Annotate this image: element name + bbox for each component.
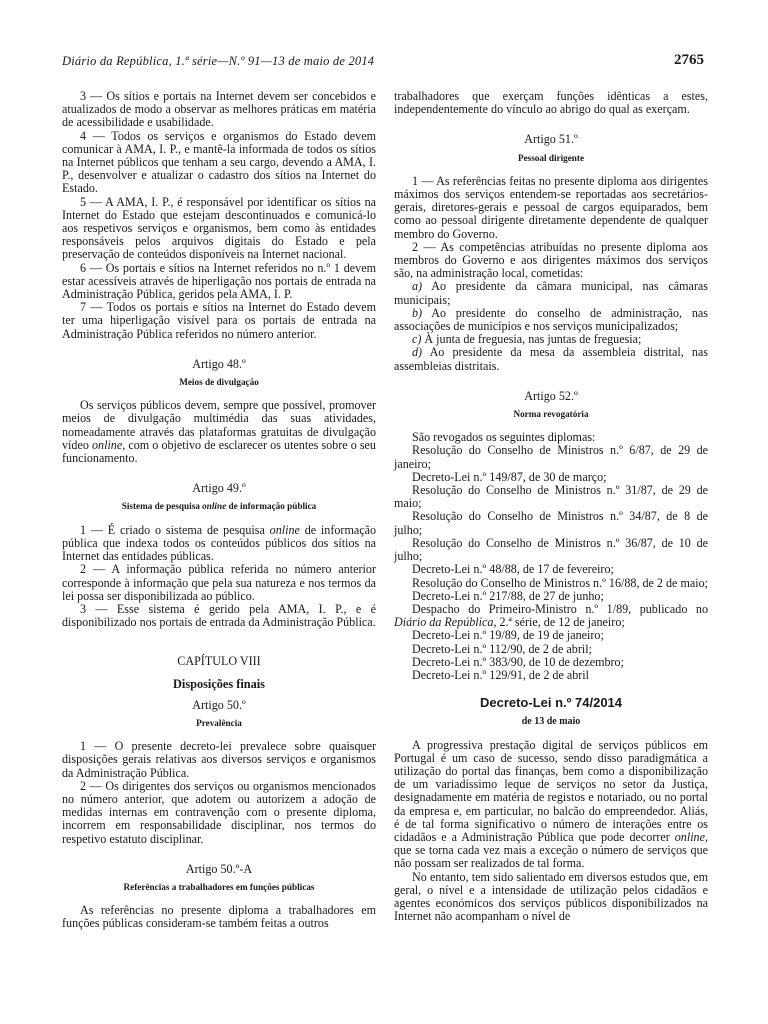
page-number: 2765 xyxy=(674,52,704,68)
list-item: Resolução do Conselho de Ministros n.º 36/87, de 10 de julho; xyxy=(394,535,708,564)
list-item: d) Ao presidente da mesa da assembleia distrital, nas assembleias distritais. xyxy=(394,345,708,373)
chapter-title: Disposições finais xyxy=(173,676,265,691)
paragraph: 1 — É criado o sistema de pesquisa online de informação pública que indexa todos os conteúdos públicos dos sítios na Internet das entidades públicas. xyxy=(62,522,376,564)
paragraph: 3 — Esse sistema é gerido pela AMA, I. P., e é disponibilizado nos portais de entrada da Administração Pública. xyxy=(62,601,376,630)
list-item: a) Ao presidente da câmara municipal, nas câmaras municipais; xyxy=(394,279,708,307)
list-item: Despacho do Primeiro-Ministro n.º 1/89, publicado no Diário da República, 2.ª série, de 12 de janeiro; xyxy=(394,601,708,630)
article-subtitle: Meios de divulgação xyxy=(179,377,259,388)
right-column xyxy=(394,90,708,923)
paragraph: 7 — Todos os portais e sítios na Internet do Estado devem ter uma hiperligação visível para os portais de entrada na Administração Pública referidos no número anterior. xyxy=(62,300,376,341)
article-subtitle: Norma revogatória xyxy=(513,409,589,420)
decree-date: de 13 de maio xyxy=(521,716,581,728)
article-heading: Artigo 48.º xyxy=(192,356,246,371)
list-item: Decreto-Lei n.º 217/88, de 27 de junho; xyxy=(412,588,604,603)
article-subtitle: Sistema de pesquisa online de informação pública xyxy=(121,501,317,512)
paragraph: No entanto, tem sido salientado em diversos estudos que, em geral, o nível e a intensidade de utilização pelos cidadãos e agentes económicos dos serviços públicos disponibilizados na Internet não acompanham o nível de xyxy=(394,869,708,924)
paragraph: Os serviços públicos devem, sempre que possível, promover meios de divulgação multimédia das suas atividades, nomeadamente através das plataformas gratuitas de divulgação vídeo online, com o objetivo de esclarecer os utentes sobre o seu funcionamento. xyxy=(62,398,376,466)
list-item: Decreto-Lei n.º 48/88, de 17 de fevereiro; xyxy=(412,562,614,577)
list-item: Decreto-Lei n.º 19/89, de 19 de janeiro; xyxy=(412,628,604,643)
paragraph: As referências no presente diploma a trabalhadores em funções públicas consideram-se também feitas a outros xyxy=(62,903,376,931)
paragraph: A progressiva prestação digital de serviços públicos em Portugal é um caso de sucesso, sendo disso paradigmática a utilização do portal das finanças, bem como a disponibilização de um variadíssimo leque de serviços no setor da Justiça, designadamente em matéria de registos e notariado, ou no portal da empresa e, em particular, no balcão do empreendedor. Aliás, é de tal forma significativo o número de interações entre os cidadãos e a Administração Pública que pode decorrer online, que se torna cada vez mais a exceção o número de serviços que não possam ser realizados de tal forma. xyxy=(394,737,708,871)
paragraph: 4 — Todos os serviços e organismos do Estado devem comunicar à AMA, I. P., e mantê-la informada de todos os sítios na Internet públicos que tenham a seu cargo, devendo a AMA, I. P., desenvolver e atualizar o cadastro dos sítios na Internet do Estado. xyxy=(62,128,376,196)
page-header xyxy=(62,54,708,72)
list-item: c) À junta de freguesia, nas juntas de freguesia; xyxy=(412,332,642,347)
list-item: Decreto-Lei n.º 129/91, de 2 de abril xyxy=(412,667,590,682)
left-column xyxy=(62,90,376,931)
running-header: Diário da República, 1.ª série—N.º 91—13 de maio de 2014 xyxy=(62,54,375,68)
list-item: Decreto-Lei n.º 149/87, de 30 de março; xyxy=(412,469,607,484)
list-item: Resolução do Conselho de Ministros n.º 34/87, de 8 de julho; xyxy=(394,509,708,537)
paragraph: 6 — Os portais e sítios na Internet referidos no n.º 1 devem estar acessíveis através de hiperligação nos portais de entrada na Administração Pública, geridos pela AMA, I. P. xyxy=(62,260,376,302)
paragraph: trabalhadores que exerçam funções idênticas a estes, independentemente do vínculo ao abrigo do qual as exerçam. xyxy=(394,89,708,117)
article-heading: Artigo 52.º xyxy=(524,388,578,403)
article-subtitle: Referências a trabalhadores em funções públicas xyxy=(123,881,315,892)
article-subtitle: Pessoal dirigente xyxy=(517,152,585,163)
list-item: São revogados os seguintes diplomas: xyxy=(412,430,596,445)
paragraph: 2 — As competências atribuídas no presente diploma aos membros do Governo e aos dirigentes máximos dos serviços são, na administração local, cometidas: xyxy=(394,239,708,281)
article-heading: Artigo 50.º-A xyxy=(185,861,253,876)
paragraph: 3 — Os sítios e portais na Internet devem ser concebidos e atualizados de modo a observar as melhores práticas em matéria de acessibilidade e usabilidade. xyxy=(62,89,376,130)
revoked-list xyxy=(394,431,708,682)
article-heading: Artigo 50.º xyxy=(192,697,246,712)
chapter-heading: CAPÍTULO VIII xyxy=(177,654,261,669)
list-item: Resolução do Conselho de Ministros n.º 16/88, de 2 de maio; xyxy=(412,575,708,590)
list-item: Decreto-Lei n.º 112/90, de 2 de abril; xyxy=(412,641,592,656)
list-item: Resolução do Conselho de Ministros n.º 31/87, de 29 de maio; xyxy=(394,483,708,511)
article-subtitle: Prevalência xyxy=(196,717,242,728)
paragraph: 2 — Os dirigentes dos serviços ou organismos mencionados no número anterior, que adotem ou autorizem a adoção de medidas internas em contravenção com o presente diploma, incorrem em responsabilidade disciplinar, nos termos do respetivo estatuto disciplinar. xyxy=(62,778,376,846)
paragraph: 1 — O presente decreto-lei prevalece sobre quaisquer disposições gerais relativas aos diversos serviços e organismos da Administração Pública. xyxy=(62,739,376,780)
paragraph: 2 — A informação pública referida no número anterior corresponde à informação que pela sua natureza e nos termos da lei possa ser disponibilizada ao público. xyxy=(62,562,376,603)
decree-title: Decreto-Lei n.º 74/2014 xyxy=(479,695,623,711)
list-item: Decreto-Lei n.º 383/90, de 10 de dezembro; xyxy=(412,654,624,669)
list-item: b) Ao presidente do conselho de administração, nas associações de municípios e nos serviços municipalizados; xyxy=(394,305,708,334)
list-item: Resolução do Conselho de Ministros n.º 6/87, de 29 de janeiro; xyxy=(394,443,708,471)
article-heading: Artigo 49.º xyxy=(192,481,246,496)
paragraph: 5 — A AMA, I. P., é responsável por identificar os sítios na Internet do Estado que estejam descontinuados e comunicá-lo aos respetivos serviços e organismos, bem como às entidades responsáveis pelos arquivos digitais do Estado e pela preservação de conteúdos disponíveis na Internet nacional. xyxy=(62,194,376,262)
paragraph: 1 — As referências feitas no presente diploma aos dirigentes máximos dos serviços entendem-se reportadas aos secretários-gerais, diretores-gerais e pessoal de cargos equiparados, bem como ao pessoal dirigente diretamente dependente de qualquer membro do Governo. xyxy=(394,173,708,241)
article-heading: Artigo 51.º xyxy=(524,132,578,147)
